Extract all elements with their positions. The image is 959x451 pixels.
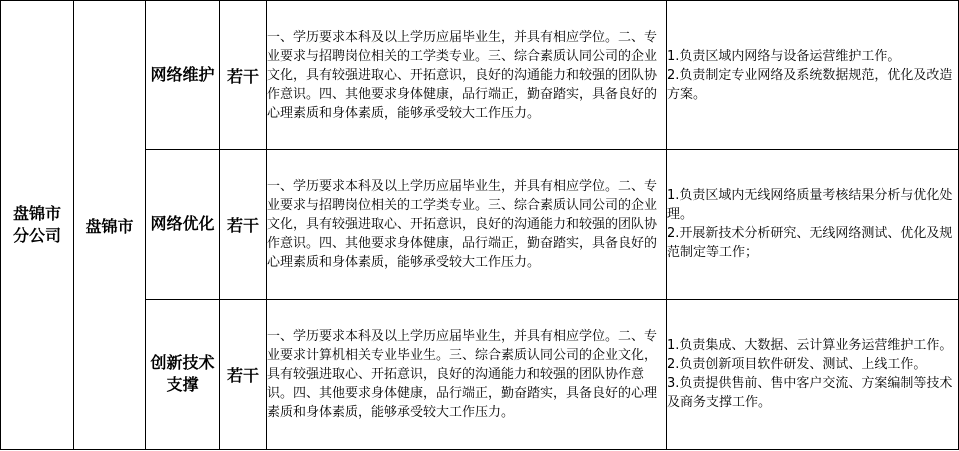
duties-cell <box>667 299 959 449</box>
company-cell <box>1 1 74 450</box>
headcount: 若干 <box>226 66 259 86</box>
headcount-cell <box>220 150 267 299</box>
headcount: 若干 <box>226 365 259 385</box>
requirements-text: 一、学历要求本科及以上学历应届毕业生，并具有相应学位。二、专业要求与招聘岗位相关的工学类专业。三、综合素质认同公司的企业文化，具有较强进取心、开拓意识，良好的沟通能力和较强的团队协作意识。四、其他要求身体健康，品行端正，勤奋踏实，具备良好的心理素质和身体素质，能够承受较大工作压力。 <box>267 29 658 121</box>
duty-item: 1.负责集成、大数据、云计算业务运营维护工作。 <box>667 338 953 354</box>
headcount-cell <box>220 1 267 150</box>
headcount: 若干 <box>226 215 259 235</box>
duty-item: 3.负责提供售前、售中客户交流、方案编制等技术及商务支撑工作。 <box>667 376 953 411</box>
duties-cell <box>667 1 959 150</box>
requirements-cell <box>267 299 667 449</box>
duty-item: 1.负责区域内无线网络质量考核结果分析与优化处理。 <box>667 188 953 223</box>
duty-item: 2.开展新技术分析研究、无线网络测试、优化及规范制定等工作； <box>667 226 953 261</box>
duty-item: 2.负责创新项目软件研发、测试、上线工作。 <box>667 357 927 373</box>
position-title: 创新技术支撑 <box>150 353 215 395</box>
position-title: 网络优化 <box>150 214 215 234</box>
position-title-cell <box>146 1 220 150</box>
position-title: 网络维护 <box>150 65 215 85</box>
duties-cell <box>667 150 959 299</box>
requirements-text: 一、学历要求本科及以上学历应届毕业生，并具有相应学位。二、专业要求与招聘岗位相关的工学类专业。三、综合素质认同公司的企业文化，具有较强进取心、开拓意识，良好的沟通能力和较强的团队协作意识。四、其他要求身体健康，品行端正，勤奋踏实，具备良好的心理素质和身体素质，能够承受较大工作压力。 <box>267 178 658 270</box>
position-title-cell <box>146 150 220 299</box>
table-row <box>1 1 959 150</box>
duty-item: 2.负责制定专业网络及系统数据规范，优化及改造方案。 <box>667 67 953 102</box>
position-title-cell <box>146 299 220 449</box>
city-cell <box>74 1 146 450</box>
company-name: 盘锦市分公司 <box>12 204 61 245</box>
city-name: 盘锦市 <box>85 216 134 236</box>
requirements-cell <box>267 150 667 299</box>
requirements-cell <box>267 1 667 150</box>
requirements-text: 一、学历要求本科及以上学历应届毕业生，并具有相应学位。二、专业要求计算机相关专业毕业生。三、综合素质认同公司的企业文化，具有较强进取心、开拓意识，良好的沟通能力和较强的团队协作意识。四、其他要求身体健康，品行端正，勤奋踏实，具备良好的心理素质和身体素质，能够承受较大工作压力。 <box>267 328 658 420</box>
duty-item: 1.负责区域内网络与设备运营维护工作。 <box>667 48 901 64</box>
headcount-cell <box>220 299 267 449</box>
